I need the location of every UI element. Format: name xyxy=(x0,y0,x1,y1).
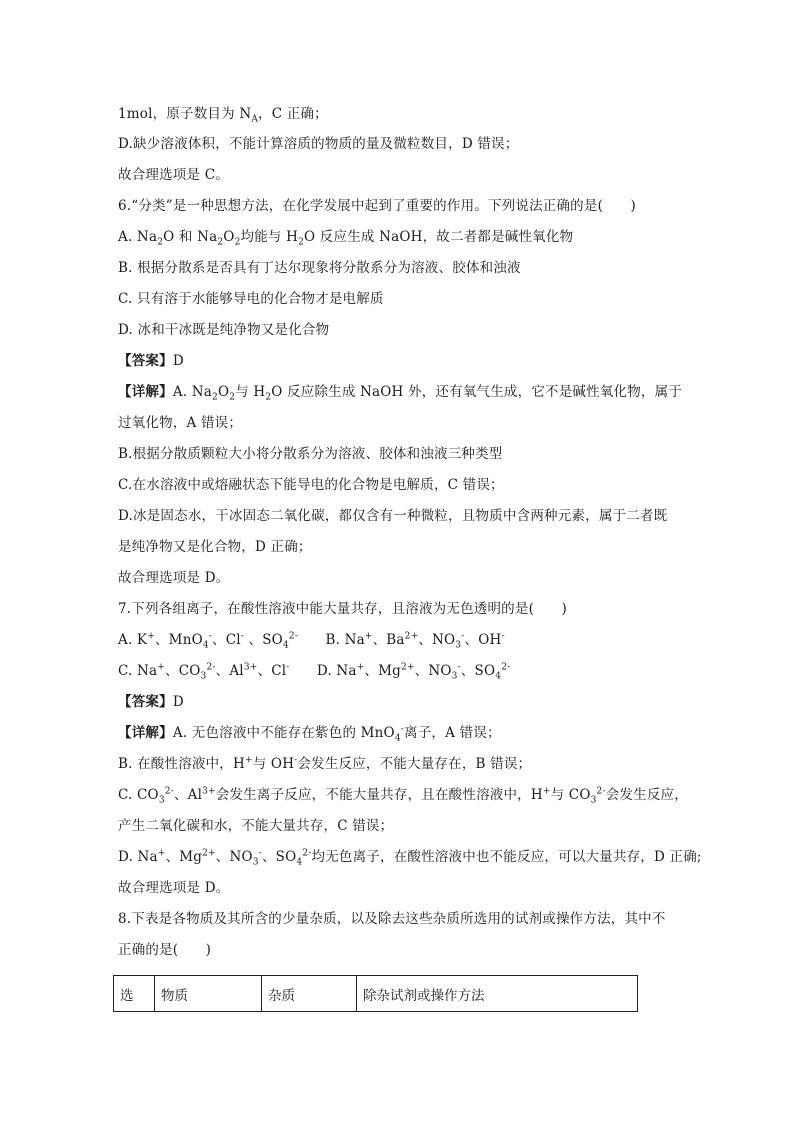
text-run: 7.下列各组离子，在酸性溶液中能大量共存，且溶液为无色透明的是( ) xyxy=(118,601,567,617)
subscript: 2 xyxy=(234,237,241,248)
text-run: 8.下表是各物质及其所含的少量杂质，以及除去这些杂质所选用的试剂或操作方法，其中不 xyxy=(118,911,666,927)
text-line xyxy=(118,382,682,402)
text-line xyxy=(118,599,567,619)
superscript: 2+ xyxy=(202,848,216,859)
subscript: 2 xyxy=(265,392,272,403)
section-label: 【详解】 xyxy=(118,725,173,741)
superscript: - xyxy=(461,631,465,642)
text-run: 离子，A 错误； xyxy=(404,725,501,741)
text-run: 、NO xyxy=(215,849,253,865)
text-run: 、SO xyxy=(244,632,283,648)
text-line xyxy=(118,909,666,929)
subscript: 3 xyxy=(455,640,462,651)
text-run: 、MnO xyxy=(154,632,203,648)
text-line xyxy=(118,878,229,898)
table-header-cell: 除杂试剂或操作方法 xyxy=(357,976,638,1012)
text-line xyxy=(118,134,518,154)
impurity-table xyxy=(113,975,638,1012)
text-run: A. K xyxy=(118,632,148,648)
text-run: B. Na xyxy=(298,632,365,648)
superscript: - xyxy=(400,724,405,735)
text-line xyxy=(118,723,501,743)
subscript: 4 xyxy=(394,733,401,744)
text-run: C. CO xyxy=(118,787,159,803)
superscript: - xyxy=(258,848,262,859)
subscript: 2 xyxy=(157,237,164,248)
superscript: 2- xyxy=(501,662,511,673)
superscript: 2- xyxy=(164,786,174,797)
text-line xyxy=(118,506,667,526)
text-run: O xyxy=(223,229,235,245)
text-run: 、Al xyxy=(215,663,244,679)
superscript: + xyxy=(147,631,155,642)
text-run: 、Cl xyxy=(257,663,287,679)
superscript: 2+ xyxy=(401,662,415,673)
text-run: 是纯净物又是化合物，D 正确； xyxy=(118,539,312,555)
text-run: D. Na xyxy=(118,849,158,865)
superscript: - xyxy=(208,631,213,642)
text-run: O 反应除生成 NaOH 外，还有氧气生成，它不是碱性氧化物，属于 xyxy=(271,384,683,400)
superscript: 2- xyxy=(206,662,216,673)
text-run: O xyxy=(217,384,230,400)
superscript: 3+ xyxy=(243,662,258,673)
text-run: A. 无色溶液中不能存在紫色的 MnO xyxy=(172,725,395,741)
text-line xyxy=(118,475,504,495)
superscript: 2- xyxy=(288,631,299,642)
subscript: A xyxy=(251,114,259,125)
section-label: 【答案】 xyxy=(118,694,173,710)
text-line xyxy=(118,227,573,247)
subscript: 2 xyxy=(212,392,218,403)
subscript: 3 xyxy=(200,671,207,682)
superscript: + xyxy=(157,848,166,859)
section-label: 【详解】 xyxy=(118,384,173,400)
text-line xyxy=(118,196,636,216)
subscript: 4 xyxy=(495,671,502,682)
subscript: 3 xyxy=(158,795,165,806)
superscript: + xyxy=(244,755,253,766)
subscript: 2 xyxy=(229,392,236,403)
text-run: 故合理选项是 D。 xyxy=(118,570,230,586)
section-label: 【答案】 xyxy=(118,353,173,369)
text-line xyxy=(118,630,505,650)
subscript: 3 xyxy=(451,671,458,682)
text-run: 6.“分类”是一种思想方法，在化学发展中起到了重要的作用。下列说法正确的是( ) xyxy=(118,198,636,214)
text-line xyxy=(118,320,329,340)
text-run: 、Ba xyxy=(372,632,405,648)
table-header-cell: 物质 xyxy=(155,976,262,1012)
table-header-cell: 选 xyxy=(114,976,155,1012)
text-run: 与 OH xyxy=(252,756,295,772)
text-line xyxy=(118,568,229,588)
text-run: B.根据分散质颗粒大小将分散系分为溶液、胶体和浊液三种类型 xyxy=(118,446,503,462)
text-line xyxy=(118,413,242,433)
superscript: 2+ xyxy=(404,631,419,642)
text-line xyxy=(118,661,510,681)
text-run: 与 CO xyxy=(550,787,591,803)
text-line xyxy=(118,940,211,960)
subscript: 3 xyxy=(252,857,259,868)
text-run: ，C 正确； xyxy=(258,106,328,122)
text-run: D xyxy=(172,353,184,369)
subscript: 2 xyxy=(298,237,305,248)
text-run: O 和 Na xyxy=(163,229,218,245)
text-run: 产生二氧化碳和水，不能大量共存，C 错误； xyxy=(118,818,394,834)
subscript: 3 xyxy=(590,795,597,806)
text-run: D xyxy=(172,694,184,710)
text-run: O 反应生成 NaOH，故二者都是碱性氧化物 xyxy=(304,229,574,245)
text-line xyxy=(118,289,384,309)
superscript: 2- xyxy=(596,786,606,797)
text-line xyxy=(118,785,688,805)
text-run: D.冰是固态水，干冰固态二氧化碳，都仅含有一种微粒，且物质中含两种元素，属于二者既 xyxy=(118,508,668,524)
text-run: A. Na xyxy=(118,229,158,245)
text-run: B. 根据分散系是否具有丁达尔现象将分散系分为溶液、胶体和浊液 xyxy=(118,260,521,276)
text-run: 、Mg xyxy=(165,849,203,865)
superscript: - xyxy=(457,662,461,673)
text-run: 故合理选项是 D。 xyxy=(118,880,230,896)
text-run: 、OH xyxy=(464,632,502,648)
text-line xyxy=(118,754,531,774)
text-run: 1mol，原子数目为 N xyxy=(118,106,252,122)
text-line xyxy=(118,537,312,557)
text-run: 、Al xyxy=(173,787,203,803)
superscript: - xyxy=(294,755,298,766)
superscript: + xyxy=(364,631,373,642)
text-run: 过氧化物，A 错误； xyxy=(118,415,243,431)
superscript: - xyxy=(501,631,505,642)
text-run: 、NO xyxy=(418,632,456,648)
text-run: A. Na xyxy=(172,384,213,400)
superscript: - xyxy=(286,662,290,673)
text-line xyxy=(118,258,521,278)
text-line xyxy=(118,351,184,371)
text-run: C. Na xyxy=(118,663,158,679)
text-line xyxy=(118,104,328,124)
text-line xyxy=(118,816,393,836)
text-run: B. 在酸性溶液中，H xyxy=(118,756,245,772)
table-header-row xyxy=(114,976,638,1012)
text-run: C.在水溶液中或熔融状态下能导电的化合物是电解质，C 错误； xyxy=(118,477,504,493)
superscript: + xyxy=(157,662,166,673)
text-run: 与 H xyxy=(235,384,266,400)
text-run: 、CO xyxy=(165,663,201,679)
text-run: 会发生反应， xyxy=(605,787,688,803)
text-run: 正确的是( ) xyxy=(118,942,212,958)
text-run: 、Cl xyxy=(212,632,241,648)
text-run: 、NO xyxy=(414,663,452,679)
text-run: D. 冰和干冰既是纯净物又是化合物 xyxy=(118,322,330,338)
text-run: 、SO xyxy=(261,849,297,865)
text-run: D. Na xyxy=(289,663,357,679)
text-run: 均无色离子，在酸性溶液中也不能反应，可以大量共存，D 正确; xyxy=(311,849,702,865)
text-line xyxy=(118,165,229,185)
text-run: 会发生反应，不能大量存在，B 错误； xyxy=(297,756,532,772)
text-line xyxy=(118,692,184,712)
text-run: 、SO xyxy=(460,663,496,679)
text-run: 均能与 H xyxy=(240,229,299,245)
superscript: + xyxy=(542,786,551,797)
subscript: 4 xyxy=(296,857,303,868)
subscript: 2 xyxy=(217,237,224,248)
text-run: 、Mg xyxy=(364,663,402,679)
superscript: + xyxy=(356,662,365,673)
subscript: 4 xyxy=(282,640,289,651)
text-line xyxy=(118,847,702,867)
text-run: C. 只有溶于水能够导电的化合物才是电解质 xyxy=(118,291,384,307)
text-line xyxy=(118,444,503,464)
superscript: - xyxy=(240,631,245,642)
superscript: 3+ xyxy=(202,786,216,797)
superscript: 2- xyxy=(302,848,312,859)
table-header-cell: 杂质 xyxy=(262,976,357,1012)
text-run: 故合理选项是 C。 xyxy=(118,167,229,183)
subscript: 4 xyxy=(202,640,209,651)
text-run: 会发生离子反应，不能大量共存，且在酸性溶液中，H xyxy=(215,787,543,803)
text-run: D.缺少溶液体积，不能计算溶质的物质的量及微粒数目，D 错误； xyxy=(118,136,519,152)
